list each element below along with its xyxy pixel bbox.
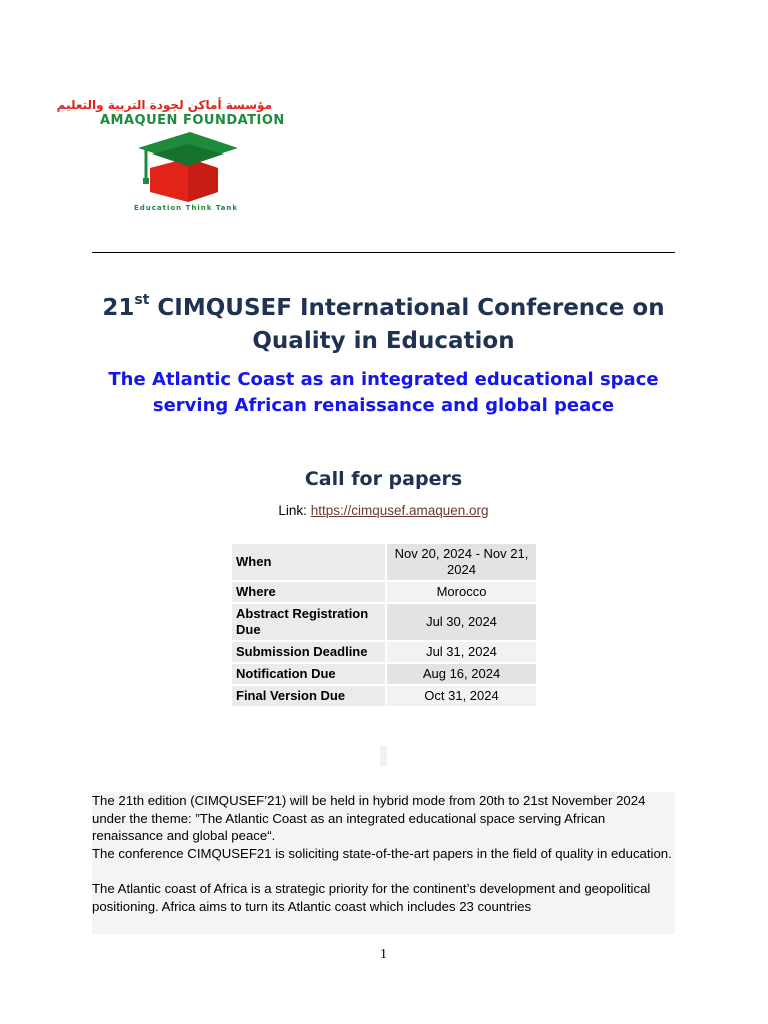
table-row: [232, 664, 536, 684]
row-value: Jul 30, 2024: [387, 604, 536, 640]
row-value: Morocco: [387, 582, 536, 602]
intro-paragraph-2: The conference CIMQUSEF21 is soliciting state-of-the-art papers in the field of quality in education.: [92, 845, 672, 861]
logo-tagline: Education Think Tank: [133, 204, 239, 212]
row-value: Oct 31, 2024: [387, 686, 536, 706]
row-label: Submission Deadline: [232, 642, 387, 662]
intro-text-block: [92, 792, 675, 934]
conference-link-line: [92, 502, 675, 520]
row-label: Where: [232, 582, 387, 602]
paragraph-spacer: [92, 862, 675, 880]
table-row: [232, 544, 536, 580]
conference-theme: [92, 367, 675, 419]
conference-dates-table: [232, 542, 536, 708]
header-divider: [92, 252, 675, 253]
title-line1: CIMQUSEF International Conference on: [149, 295, 665, 321]
row-value: Nov 20, 2024 - Nov 21, 2024: [387, 544, 536, 580]
intro-paragraph-3: The Atlantic coast of Africa is a strategic priority for the continent’s development and geopolitical positioning. Africa aims to turn its Atlantic coast which includes 23 countries: [92, 880, 651, 914]
logo-name: AMAQUEN FOUNDATION: [100, 113, 285, 128]
link-label: Link:: [278, 503, 311, 518]
row-label: Final Version Due: [232, 686, 387, 706]
title-ordinal-number: 21: [102, 295, 135, 321]
intro-paragraph-1: The 21th edition (CIMQUSEF’21) will be held in hybrid mode from 20th to 21st November 2024 under the theme: ”The Atlantic Coast as an integrated educational space serving African renaissance and global peace“.: [92, 793, 646, 844]
title-line2: Quality in Education: [252, 328, 515, 354]
table-row: [232, 686, 536, 706]
row-value: Aug 16, 2024: [387, 664, 536, 684]
amaquen-logo: [56, 96, 285, 218]
logo-arabic-name: مؤسسة أماكن لجودة التربية والتعليم: [56, 98, 272, 112]
title-ordinal-suffix: st: [134, 292, 150, 309]
conference-website-link[interactable]: https://cimqusef.amaquen.org: [310, 503, 489, 518]
row-value: Jul 31, 2024: [387, 642, 536, 662]
row-label: When: [232, 544, 387, 580]
page-number: 1: [380, 947, 387, 962]
graduation-cap-icon: [138, 132, 238, 202]
theme-line1: The Atlantic Coast as an integrated educational space: [108, 369, 659, 390]
row-label: Notification Due: [232, 664, 387, 684]
call-for-papers-heading: Call for papers: [304, 468, 463, 490]
table-row: [232, 642, 536, 662]
table-row: [232, 604, 536, 640]
theme-line2: serving African renaissance and global peace: [152, 395, 615, 416]
table-row: [232, 582, 536, 602]
conference-title: [92, 292, 675, 358]
empty-cell-mark: [380, 746, 387, 766]
row-label: Abstract Registration Due: [232, 604, 387, 640]
